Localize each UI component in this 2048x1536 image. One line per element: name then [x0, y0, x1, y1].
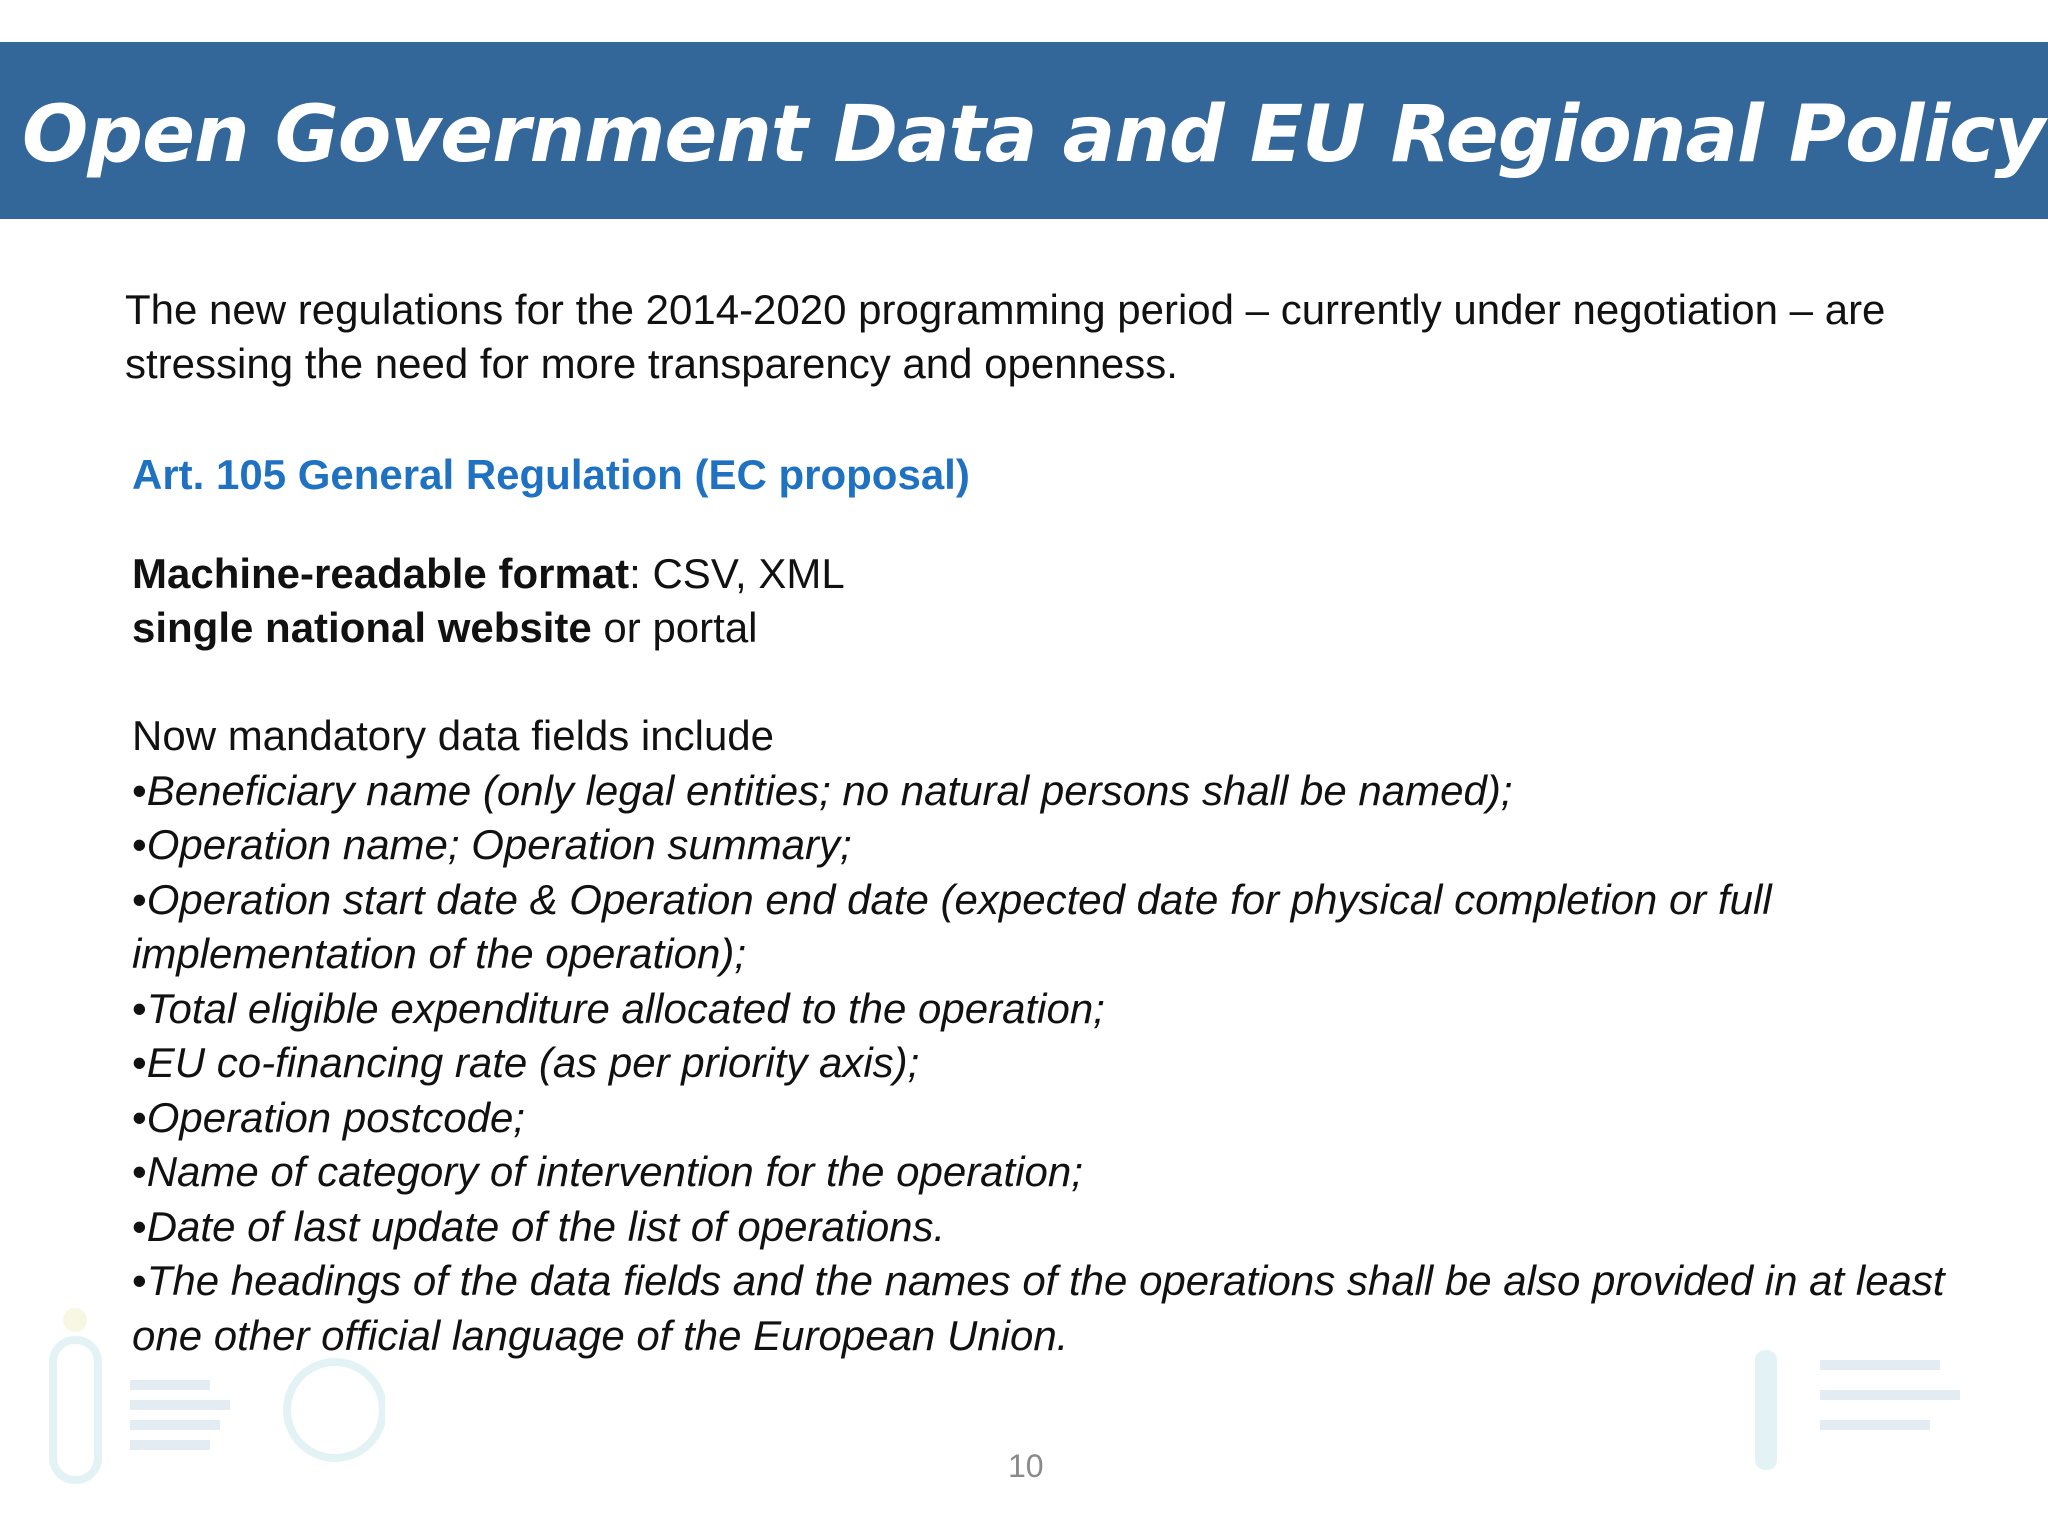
- list-item-text: Operation start date & Operation end date (expected date for physical completion or full implementation of the operation);: [132, 875, 1772, 977]
- list-item: [132, 1036, 1952, 1091]
- list-item: [132, 1254, 1952, 1363]
- mandatory-fields-list: [132, 709, 1952, 1363]
- bullet-icon: •: [132, 1093, 147, 1141]
- list-item-text: The headings of the data fields and the names of the operations shall be also provided in at least one other official language of the European Union.: [132, 1257, 1945, 1359]
- bullet-icon: •: [132, 821, 147, 868]
- list-item: [132, 1145, 1952, 1200]
- intro-paragraph: The new regulations for the 2014-2020 programming period – currently under negotiation – are stressing the need for more transparency and openness.: [125, 286, 1886, 387]
- website-line: [132, 601, 758, 655]
- bullet-icon: •: [132, 1257, 147, 1304]
- website-value: or portal: [591, 604, 758, 651]
- list-item-text: EU co-financing rate (as per priority axis);: [146, 1039, 920, 1086]
- list-item-text: Date of last update of the list of operations.: [146, 1202, 946, 1250]
- bullet-icon: •: [132, 1202, 147, 1250]
- list-item: [132, 764, 1952, 819]
- watermark-logo-right: [1740, 1330, 2010, 1480]
- list-item-text: Name of category of intervention for the operation;: [146, 1148, 1083, 1195]
- bullet-icon: •: [132, 875, 147, 923]
- format-line: [132, 547, 845, 601]
- bullet-icon: •: [132, 1148, 147, 1195]
- watermark-logo-left: [45, 1300, 385, 1500]
- list-item: [132, 818, 1952, 873]
- slide-title: Open Government Data and EU Regional Policy: [22, 90, 2045, 180]
- format-label: Machine-readable format: [132, 550, 630, 597]
- list-item: [132, 873, 1952, 982]
- list-item: [132, 1200, 1952, 1255]
- list-item-text: Total eligible expenditure allocated to the operation;: [146, 984, 1105, 1032]
- website-label: single national website: [132, 604, 592, 651]
- article-heading: Art. 105 General Regulation (EC proposal): [132, 451, 970, 498]
- bullet-icon: •: [132, 984, 147, 1032]
- list-item: [132, 982, 1952, 1037]
- list-item-text: Operation name; Operation summary;: [146, 821, 852, 868]
- format-value: : CSV, XML: [629, 550, 845, 597]
- bullet-icon: •: [132, 766, 147, 814]
- list-item-text: Operation postcode;: [146, 1093, 525, 1141]
- page-number: 10: [1008, 1448, 1044, 1484]
- list-item: [132, 1091, 1952, 1146]
- list-item-text: Beneficiary name (only legal entities; no natural persons shall be named);: [146, 766, 1513, 814]
- list-intro: Now mandatory data fields include: [132, 712, 775, 759]
- bullet-icon: •: [132, 1039, 147, 1086]
